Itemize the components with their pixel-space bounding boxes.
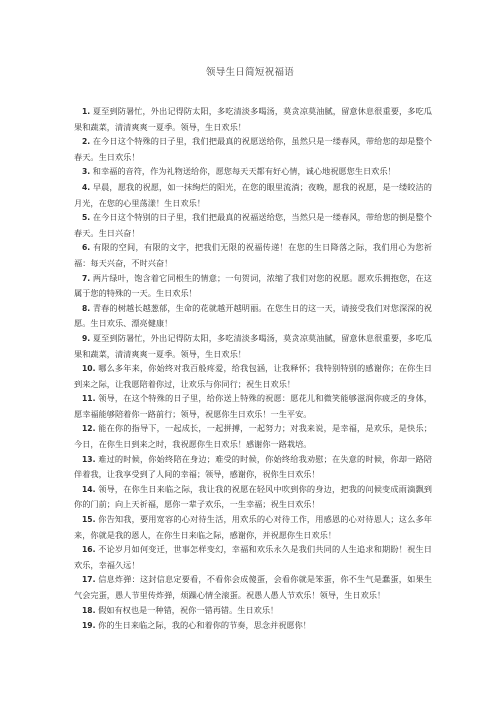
item-number: 5. (82, 213, 91, 223)
item-text: 难过的时候，你始终陪在身边；难受的时候，你始终给我劝慰；在失意的时候，你却一路陪伴着我，让我享受到了人间的幸福；领导，感谢你，祝你生日欢乐！ (74, 453, 432, 480)
item-text: 领导，在这个特殊的日子里，给你送上特殊的祝愿：愿花儿和微笑能够滋润你疲乏的身体，愿幸福能够陪着你一路前行；领导，祝愿你生日欢乐！一生平安。 (74, 393, 432, 419)
item-text: 假如有权也是一种错，祝你一错再错。生日欢乐！ (98, 604, 279, 615)
list-item (74, 572, 432, 602)
item-number: 14. (82, 484, 96, 494)
item-number: 2. (82, 137, 91, 147)
list-item (74, 331, 432, 361)
item-number: 10. (82, 364, 96, 374)
list-item (74, 512, 432, 542)
item-number: 18. (82, 605, 96, 615)
blessing-list (74, 104, 432, 634)
document-title: 领导生日简短祝福语 (205, 67, 295, 78)
list-item (74, 210, 432, 240)
item-number: 4. (82, 182, 91, 192)
item-text: 不论岁月如何变迁，世事怎样变幻，幸福和欢乐永久是我们共同的人生追求和期盼！祝生日欢乐，幸福久远！ (74, 544, 432, 570)
item-text: 哪么多年来，你始终对我百般疼爱，给我包涵，让我释怀；我特别特别的感谢你；在你生日到来之际，让我愿陪着你过，让欢乐与你同行；祝生日欢乐！ (74, 363, 432, 389)
item-text: 在今日这个特殊的日子里，我们把最真的祝愿送给你，虽然只是一缕春风，带给您的却是整个春天。生日欢乐！ (74, 136, 432, 162)
item-text: 在今日这个特别的日子里，我们把最真的祝福送给您，当然只是一缕春风，带给您的倒是整个春天。生日兴奋！ (74, 212, 432, 238)
list-item (74, 180, 432, 210)
list-item (74, 104, 432, 134)
list-item (74, 421, 432, 451)
list-item (74, 542, 432, 572)
item-text: 能在你的指导下，一起成长，一起拼搏，一起努力；对我来说，是幸福，是欢乐，是快乐；今日，在你生日到来之时，我祝愿你生日欢乐！感谢你一路栽培。 (74, 423, 432, 450)
list-item (74, 618, 432, 634)
list-item (74, 603, 432, 619)
list-item (74, 482, 432, 512)
item-number: 16. (82, 545, 96, 555)
item-text: 领导，在你生日来临之际，我让我的祝愿在轻风中吹到你的身边，把我的问候变成雨滴飘到你的门前；向上天祈福，愿你一辈子欢乐，一生幸福；祝生日欢乐！ (74, 483, 432, 510)
item-number: 9. (82, 333, 91, 343)
list-item (74, 301, 432, 331)
item-number: 17. (82, 575, 96, 585)
item-number: 7. (82, 273, 91, 283)
list-item (74, 452, 432, 482)
item-text: 和幸福的音符，作为礼物送给你，愿您每天天都有好心情，诚心地祝愿您生日欢乐！ (92, 166, 396, 177)
item-number: 12. (82, 424, 96, 434)
list-item (74, 240, 432, 270)
item-text: 你告知我，要用宽容的心对待生活，用欢乐的心对待工作，用感恩的心对待恩人；这么多年来，你就是我的恩人，在你生日来临之际，感谢你，并祝愿你生日欢乐！ (74, 514, 432, 540)
item-text: 你的生日来临之际，我的心和着你的节奏，思念并祝愿你！ (98, 620, 311, 631)
item-text: 信息炸弹：这封信息定要看，不看你会成傻蛋，会看你就是笨蛋，你不生气是蠢蛋，如果生气会完蛋，愚人节里传炸弹，烦躁心情全滚蛋。祝愚人愚人节欢乐！领导，生日欢乐！ (74, 574, 432, 600)
list-item (74, 361, 432, 391)
list-item (74, 134, 432, 164)
item-number: 13. (82, 454, 96, 464)
item-number: 11. (82, 394, 96, 404)
item-number: 3. (82, 167, 91, 177)
item-number: 19. (82, 621, 96, 631)
list-item (74, 164, 432, 180)
list-item (74, 391, 432, 421)
item-number: 6. (82, 243, 91, 253)
item-text: 两片绿叶，饱含着它同根生的情意；一句贺词，浓缩了我们对您的祝愿。愿欢乐拥抱您，在这属于您的特殊的一天。生日欢乐！ (74, 272, 432, 299)
item-number: 1. (82, 107, 91, 116)
item-text: 早晨，愿我的祝愿，如一抹绚烂的阳光，在您的眼里流淌；夜晚，愿我的祝愿，是一缕皎洁的月光，在您的心里荡漾！生日欢乐！ (74, 181, 432, 208)
item-text: 夏至到防暑忙，外出记得防太阳，多吃清淡多喝汤，莫贪凉莫油腻，留意休息很重要，多吃瓜果和蔬菜，清清爽爽一夏季。领导，生日欢乐！ (74, 106, 432, 132)
item-text: 青春的树越长越葱郁，生命的花就越开越明丽。在您生日的这一天，请接受我们对您深深的祝愿。生日欢乐、漂亮健康！ (74, 302, 432, 329)
list-item (74, 271, 432, 301)
item-number: 15. (82, 515, 96, 525)
item-text: 夏至到防暑忙，外出记得防太阳，多吃清淡多喝汤，莫贪凉莫油腻，留意休息很重要，多吃瓜果和蔬菜，清清爽爽一夏季。领导，生日欢乐！ (74, 332, 432, 359)
item-number: 8. (82, 303, 91, 313)
item-text: 有限的空间，有限的文字，把我们无限的祝福传递！在您的生日降落之际，我们用心为您祈福：每天兴奋，不时兴奋！ (74, 242, 432, 268)
